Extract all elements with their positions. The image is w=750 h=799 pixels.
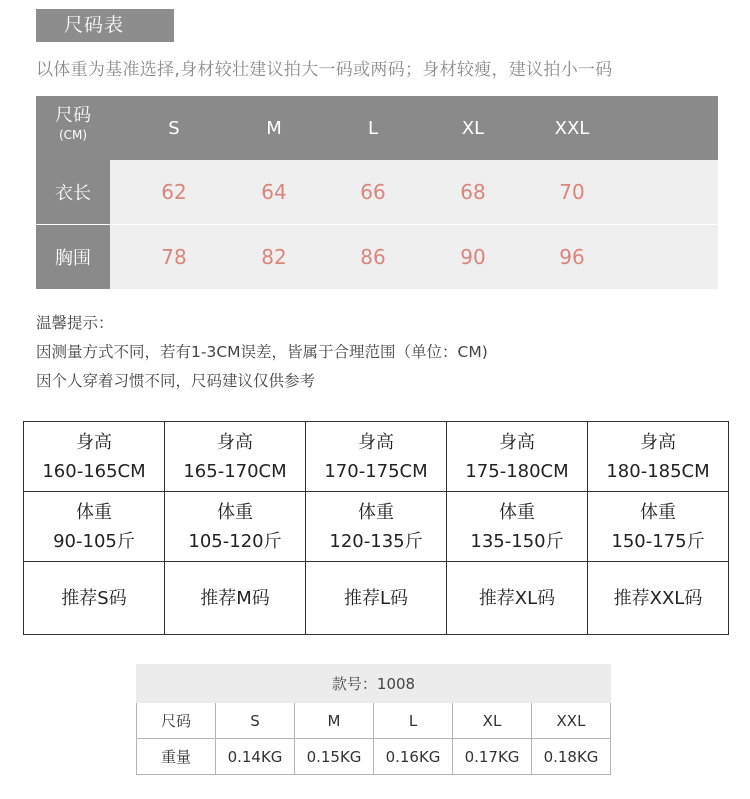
weight-value-cell: 0.14KG	[216, 739, 295, 775]
weight-cell	[24, 492, 165, 562]
size-chart-header	[36, 96, 718, 160]
height-cell	[588, 422, 729, 492]
size-chart-row-chest	[36, 225, 718, 289]
size-cell: L	[374, 703, 453, 739]
weight-value-cell: 0.17KG	[453, 739, 532, 775]
weight-row	[24, 492, 729, 562]
size-cell: S	[216, 703, 295, 739]
tips-block	[36, 309, 488, 396]
weight-label: 体重	[358, 501, 394, 523]
value-cell: 78	[161, 245, 187, 269]
recommended-size-cell: 推荐L码	[306, 562, 447, 635]
weight-range: 135-150斤	[470, 530, 564, 552]
value-cell: 68	[460, 180, 486, 204]
row-label: 胸围	[36, 225, 110, 289]
size-cell: M	[295, 703, 374, 739]
value-cell: 90	[460, 245, 486, 269]
size-header-cell: XL	[461, 117, 485, 139]
value-cell: 64	[261, 180, 287, 204]
weight-range: 105-120斤	[188, 530, 282, 552]
height-label: 身高	[640, 431, 676, 453]
recommended-size-cell: 推荐S码	[24, 562, 165, 635]
height-cell	[165, 422, 306, 492]
tips-title: 温馨提示：	[36, 314, 114, 332]
weight-cell	[165, 492, 306, 562]
value-cell: 66	[360, 180, 386, 204]
size-row-label: 尺码	[137, 703, 216, 739]
size-selection-note: 以体重为基准选择,身材较壮建议拍大一码或两码；身材较瘦，建议拍小一码	[36, 60, 613, 80]
size-recommendation-table	[23, 421, 729, 635]
size-cell: XL	[453, 703, 532, 739]
tips-line: 因个人穿着习惯不同，尺码建议仅供参考	[36, 372, 316, 390]
value-cell: 86	[360, 245, 386, 269]
size-row	[137, 703, 611, 739]
height-cell	[24, 422, 165, 492]
height-label: 身高	[499, 431, 535, 453]
height-range: 165-170CM	[183, 460, 287, 482]
height-range: 175-180CM	[465, 460, 569, 482]
value-cell: 96	[559, 245, 585, 269]
height-label: 身高	[358, 431, 394, 453]
recommended-size-cell: 推荐XL码	[447, 562, 588, 635]
weight-row	[137, 739, 611, 775]
weight-label: 体重	[76, 501, 112, 523]
tips-line: 因测量方式不同，若有1-3CM误差，皆属于合理范围（单位：CM)	[36, 343, 488, 361]
recommendation-row	[24, 562, 729, 635]
model-number-row	[137, 665, 611, 703]
recommended-size-cell: 推荐M码	[165, 562, 306, 635]
height-range: 170-175CM	[324, 460, 428, 482]
weight-cell	[306, 492, 447, 562]
weight-row-label: 重量	[137, 739, 216, 775]
value-cell: 62	[161, 180, 187, 204]
size-header-cell: S	[168, 117, 180, 139]
weight-cell	[588, 492, 729, 562]
size-chart-row-length	[36, 160, 718, 224]
height-row	[24, 422, 729, 492]
model-number: 款号：1008	[137, 665, 611, 703]
weight-range: 150-175斤	[611, 530, 705, 552]
size-header-cell: L	[367, 117, 379, 139]
weight-cell	[447, 492, 588, 562]
page-title: 尺码表	[36, 9, 174, 42]
weight-label: 体重	[217, 501, 253, 523]
value-cell: 82	[261, 245, 287, 269]
size-header-cell: M	[266, 117, 282, 139]
height-range: 180-185CM	[606, 460, 710, 482]
row-label: 衣长	[36, 160, 110, 224]
size-chart	[36, 96, 718, 289]
height-label: 身高	[217, 431, 253, 453]
size-cell: XXL	[532, 703, 611, 739]
weight-label: 体重	[640, 501, 676, 523]
weight-value-cell: 0.15KG	[295, 739, 374, 775]
recommended-size-cell: 推荐XXL码	[588, 562, 729, 635]
weight-range: 90-105斤	[53, 530, 135, 552]
weight-label: 体重	[499, 501, 535, 523]
weight-range: 120-135斤	[329, 530, 423, 552]
value-cell: 70	[559, 180, 585, 204]
product-weight-table	[136, 664, 611, 775]
size-chart-corner	[36, 106, 110, 142]
height-cell	[447, 422, 588, 492]
weight-value-cell: 0.16KG	[374, 739, 453, 775]
weight-value-cell: 0.18KG	[532, 739, 611, 775]
height-cell	[306, 422, 447, 492]
height-label: 身高	[76, 431, 112, 453]
corner-label: 尺码	[55, 105, 91, 126]
corner-unit: (CM)	[58, 127, 88, 142]
height-range: 160-165CM	[42, 460, 146, 482]
size-header-cell: XXL	[554, 117, 590, 139]
